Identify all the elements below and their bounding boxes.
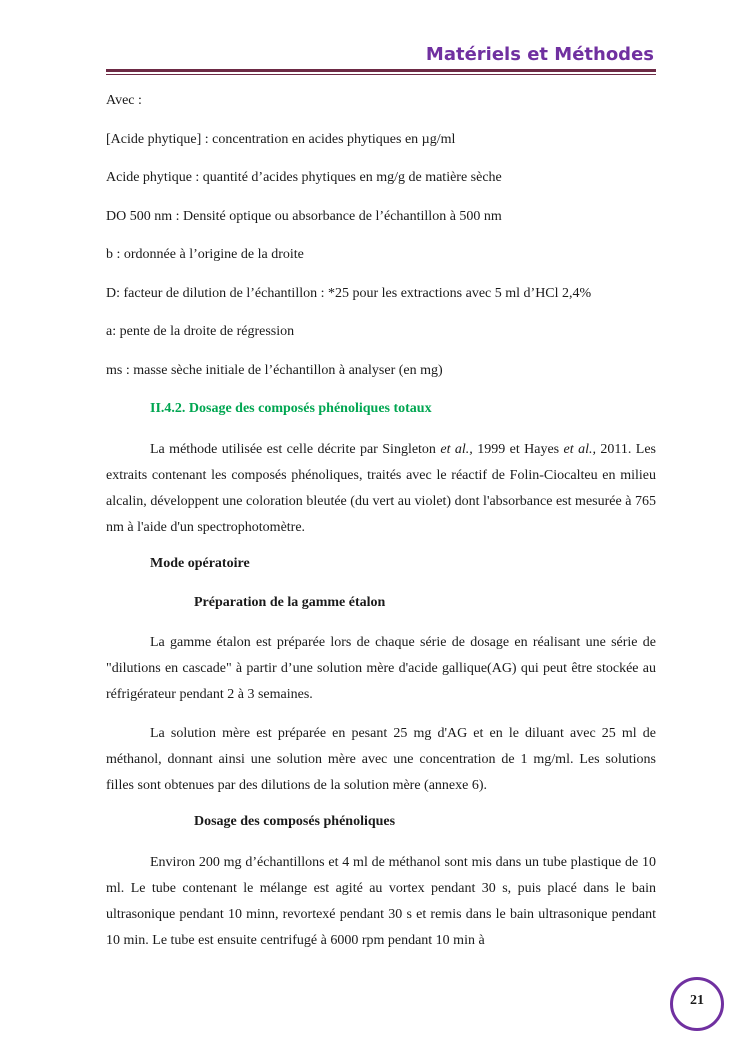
para1-etal-2: et al., — [563, 441, 596, 457]
page-number-badge — [670, 977, 724, 1031]
chapter-title: Matériels et Méthodes — [425, 44, 654, 65]
subheading-dosage: Dosage des composés phénoliques — [194, 814, 396, 829]
subheading-gamme-etalon: Préparation de la gamme étalon — [194, 594, 386, 610]
definition-line: [Acide phytique] : concentration en acides phytiques en µg/ml — [106, 131, 456, 147]
definition-line: Avec : — [106, 93, 142, 108]
paragraph-method — [106, 437, 656, 541]
definition-line: a: pente de la droite de régression — [106, 324, 295, 339]
definition-line: b : ordonnée à l’origine de la droite — [106, 247, 304, 262]
paragraph-solution-mere: La solution mère est préparée en pesant 25 mg d'AG et en le diluant avec 25 ml de méthanol, donnant ainsi une solution mère avec une concentration de 1 mg/ml. Les solutions filles sont obtenues par des dilutions de la solution mère (annexe 6). — [106, 725, 656, 793]
page-number: 21 — [690, 993, 704, 1008]
definition-line: Acide phytique : quantité d’acides phytiques en mg/g de matière sèche — [106, 170, 502, 185]
para1-part1: La méthode utilisée est celle décrite par Singleton — [150, 441, 441, 457]
para1-etal-1: et al., — [440, 441, 473, 457]
section-heading: II.4.2. Dosage des composés phénoliques totaux — [150, 401, 432, 416]
definition-line: DO 500 nm : Densité optique ou absorbance de l’échantillon à 500 nm — [106, 208, 502, 224]
para1-part3: 2011. Les extraits contenant les composés phénoliques, traités avec le réactif de Folin-Ciocalteu en milieu alcalin, développent une coloration bleutée (du vert au violet) dont l'absorbance est mesurée à 765 nm à l'aide d'un spectrophotomètre. — [106, 441, 656, 535]
header-rule-thin — [106, 74, 656, 75]
paragraph-gamme: La gamme étalon est préparée lors de chaque série de dosage en réalisant une série de "dilutions en cascade" à partir d’une solution mère d'acide gallique(AG) qui peut être stockée au réfrigérateur pendant 2 à 3 semaines. — [106, 635, 656, 702]
header-rule-thick — [106, 69, 656, 72]
definition-line: D: facteur de dilution de l’échantillon : *25 pour les extractions avec 5 ml d’HCl 2,4% — [106, 285, 592, 301]
definition-line: ms : masse sèche initiale de l’échantillon à analyser (en mg) — [106, 362, 443, 378]
subheading-mode-operatoire: Mode opératoire — [150, 556, 250, 571]
paragraph-dosage: Environ 200 mg d’échantillons et 4 ml de méthanol sont mis dans un tube plastique de 10 ml. Le tube contenant le mélange est agité au vortex pendant 30 s, puis placé dans le bain ultrasonique pendant 10 minn, revortexé pendant 30 s et remis dans le bain ultrasonique pendant 10 min. Le tube est ensuite centrifugé à 6000 rpm pendant 10 min à — [106, 854, 656, 948]
page-body — [106, 90, 656, 966]
para1-part2: 1999 et Hayes — [472, 441, 564, 457]
